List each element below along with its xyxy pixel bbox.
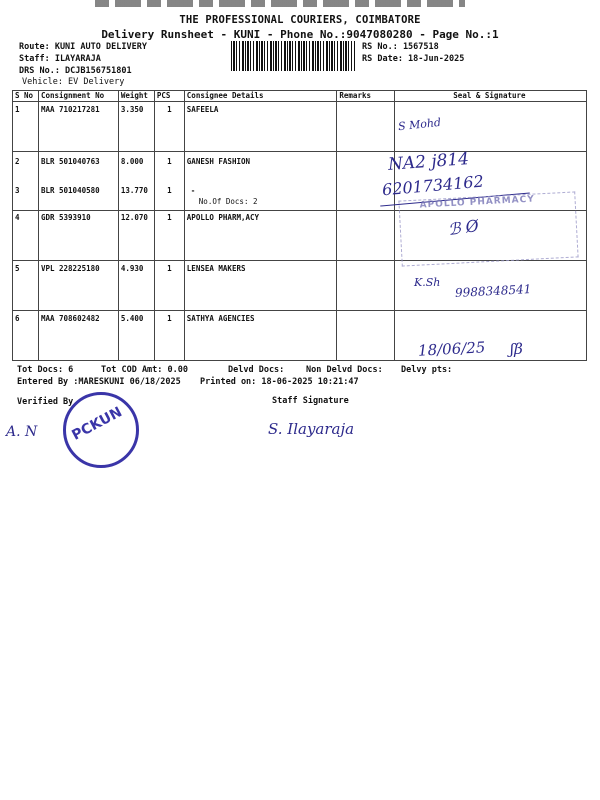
delivered-docs: Delvd Docs:: [228, 365, 285, 375]
entered-by: Entered By :MARESKUNI 06/18/2025: [17, 377, 181, 387]
verifier-signature: A. N: [6, 424, 38, 440]
col-consignee: Consignee Details: [184, 91, 337, 102]
col-weight: Weight: [118, 91, 154, 102]
table-row: [13, 311, 587, 361]
row-weight: 3.350: [118, 102, 154, 152]
rs-number: RS No.: 1567518: [362, 42, 439, 52]
row-consignee: APOLLO PHARM,ACY: [184, 211, 337, 261]
handwritten-phone-row2: 6201734162: [381, 171, 485, 200]
table-row: [13, 102, 587, 152]
company-title: THE PROFESSIONAL COURIERS, COIMBATORE: [179, 14, 421, 26]
printed-on: Printed on: 18-06-2025 10:21:47: [200, 377, 359, 387]
verified-by-label: Verified By: [17, 397, 74, 407]
row-sno: 5: [13, 261, 39, 311]
row-weight: 12.070: [118, 211, 154, 261]
stamp-text: PCKUN: [69, 404, 125, 444]
phone-row5: 9988348541: [454, 282, 532, 300]
row-pcs: 1: [154, 186, 184, 211]
row-consignment: GDR 5393910: [38, 211, 118, 261]
row-remarks: [337, 211, 395, 261]
row-weight: 4.930: [118, 261, 154, 311]
staff-signature-label: Staff Signature: [272, 396, 349, 406]
row-sno: 1: [13, 102, 39, 152]
apollo-pharmacy-stamp: [398, 191, 578, 266]
signature-row6: ʃβ: [510, 340, 523, 358]
col-seal: Seal & Signature: [395, 91, 587, 102]
row-sno: 2: [13, 152, 39, 186]
row-consignee: SAFEELA: [184, 102, 337, 152]
row-weight: 8.000: [118, 152, 154, 186]
row-weight: 13.770: [118, 186, 154, 211]
row-sno: 6: [13, 311, 39, 361]
col-sno: S No: [13, 91, 39, 102]
row-consignee-name: -: [190, 185, 196, 195]
row-consignee: LENSEA MAKERS: [184, 261, 337, 311]
row-consignment: BLR 501040763: [38, 152, 118, 186]
row-pcs: 1: [154, 152, 184, 186]
row-pcs: 1: [154, 211, 184, 261]
row-sno: 3: [13, 186, 39, 211]
row-consignment: MAA 708602482: [38, 311, 118, 361]
runsheet-subtitle: Delivery Runsheet - KUNI - Phone No.:9047080280 - Page No.:1: [101, 28, 499, 41]
row-consignee: [184, 186, 337, 211]
table-header-row: [13, 91, 587, 102]
row-consignee: GANESH FASHION: [184, 152, 337, 186]
total-docs: Tot Docs: 6: [17, 365, 74, 375]
staff-label: Staff: ILAYARAJA: [19, 54, 101, 64]
vehicle-label: Vehicle: EV Delivery: [22, 77, 125, 87]
handwritten-note-row2: NA2 j814: [387, 149, 470, 175]
non-delivered-docs: Non Delvd Docs:: [306, 365, 383, 375]
date-handwritten: 18/06/25: [417, 338, 486, 360]
rs-date: RS Date: 18-Jun-2025: [362, 54, 465, 64]
stamp-label: APOLLO PHARMACY: [419, 194, 536, 211]
row-consignment: VPL 228225180: [38, 261, 118, 311]
col-remarks: Remarks: [337, 91, 395, 102]
row-docs-note: No.Of Docs: 2: [198, 196, 258, 206]
row-consignment: MAA 710217281: [38, 102, 118, 152]
row-pcs: 1: [154, 261, 184, 311]
col-pcs: PCS: [154, 91, 184, 102]
row-consignment: BLR 501040580: [38, 186, 118, 211]
row-sno: 4: [13, 211, 39, 261]
row-remarks: [337, 311, 395, 361]
signature-row1: S Mohd: [397, 115, 442, 134]
drs-number: DRS No.: DCJB156751801: [19, 66, 132, 76]
top-cut-barcode: [95, 0, 465, 7]
staff-signature: S. Ilayaraja: [268, 420, 355, 438]
row-pcs: 1: [154, 311, 184, 361]
row-weight: 5.400: [118, 311, 154, 361]
signature-row5: K.Sh: [414, 276, 441, 289]
row-remarks: [337, 261, 395, 311]
table-row: [13, 152, 587, 186]
col-consignment: Consignment No: [38, 91, 118, 102]
barcode: [231, 41, 355, 71]
row-consignee: SATHYA AGENCIES: [184, 311, 337, 361]
row-pcs: 1: [154, 102, 184, 152]
total-cod-amount: Tot COD Amt: 0.00: [101, 365, 188, 375]
signature-row4: ℬ Ø: [446, 215, 480, 240]
delivery-points: Delvy pts:: [401, 365, 453, 375]
row-remarks: [337, 102, 395, 152]
route-label: Route: KUNI AUTO DELIVERY: [19, 42, 147, 52]
